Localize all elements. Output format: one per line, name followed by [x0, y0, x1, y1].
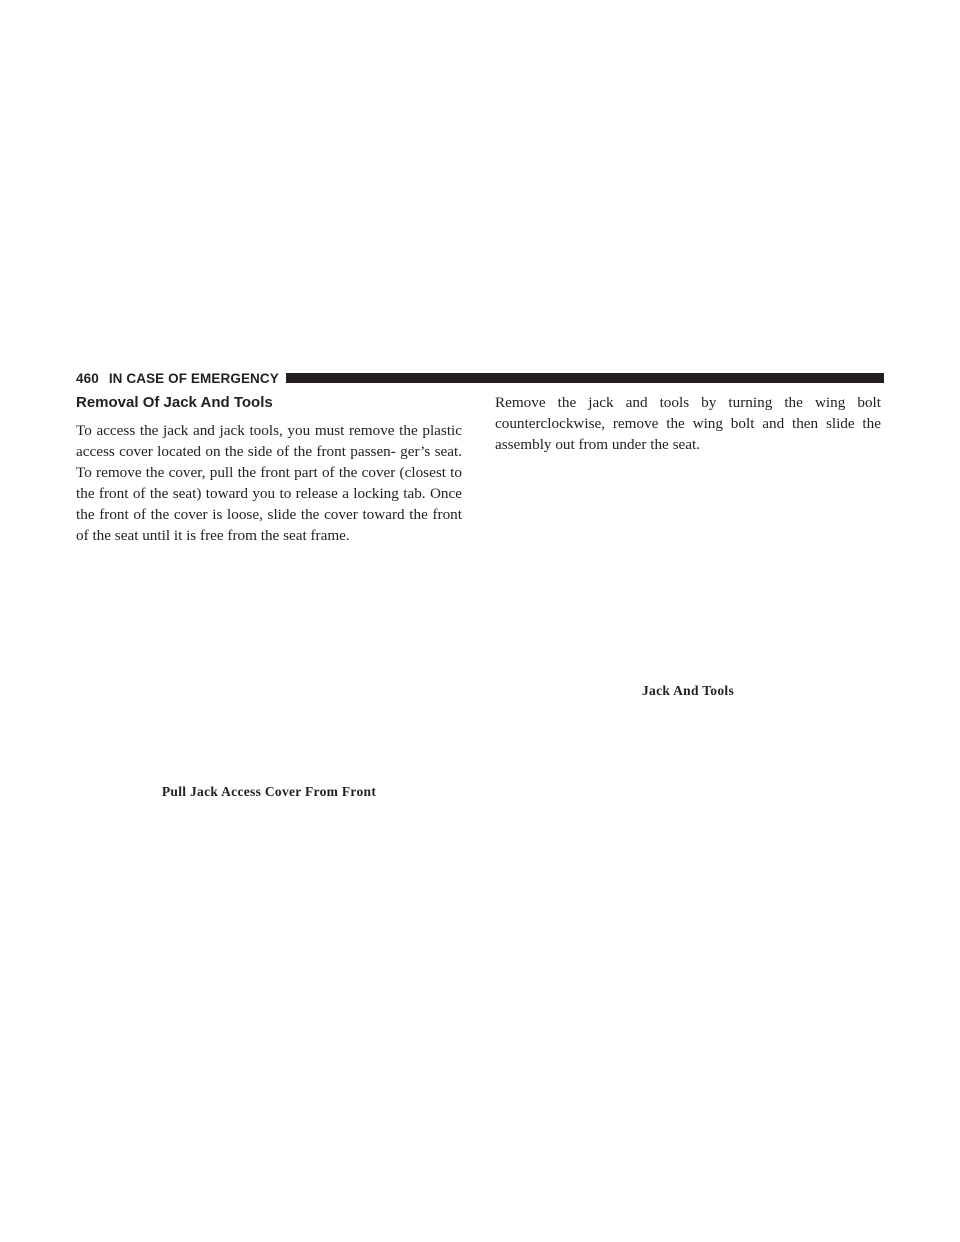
page-number: 460: [76, 370, 99, 386]
jack-access-cover-figure: [76, 568, 462, 776]
left-paragraph: To access the jack and jack tools, you must remove the plastic access cover located on the side of the front passen- ger’s seat. To remove the cover, pull the front part of the cover (closest to the front of the seat) toward you to release a locking tab. Once the front of the cover is loose, slide the cover toward the front of the seat until it is free from the seat frame.: [76, 422, 462, 544]
figure-caption-jack-access-cover: Pull Jack Access Cover From Front: [161, 784, 377, 799]
right-paragraph: Remove the jack and tools by turning the wing bolt counterclockwise, remove the wing bolt and then slide the assembly out from under the seat.: [495, 394, 881, 453]
right-column: [495, 392, 881, 455]
left-column: [76, 392, 462, 546]
header-rule: [286, 373, 884, 383]
section-title: IN CASE OF EMERGENCY: [108, 370, 279, 386]
figure-caption-jack-and-tools: Jack And Tools: [642, 683, 734, 698]
section-heading: Removal Of Jack And Tools: [76, 394, 273, 411]
jack-and-tools-figure: [495, 468, 881, 676]
page-header: [76, 370, 884, 386]
